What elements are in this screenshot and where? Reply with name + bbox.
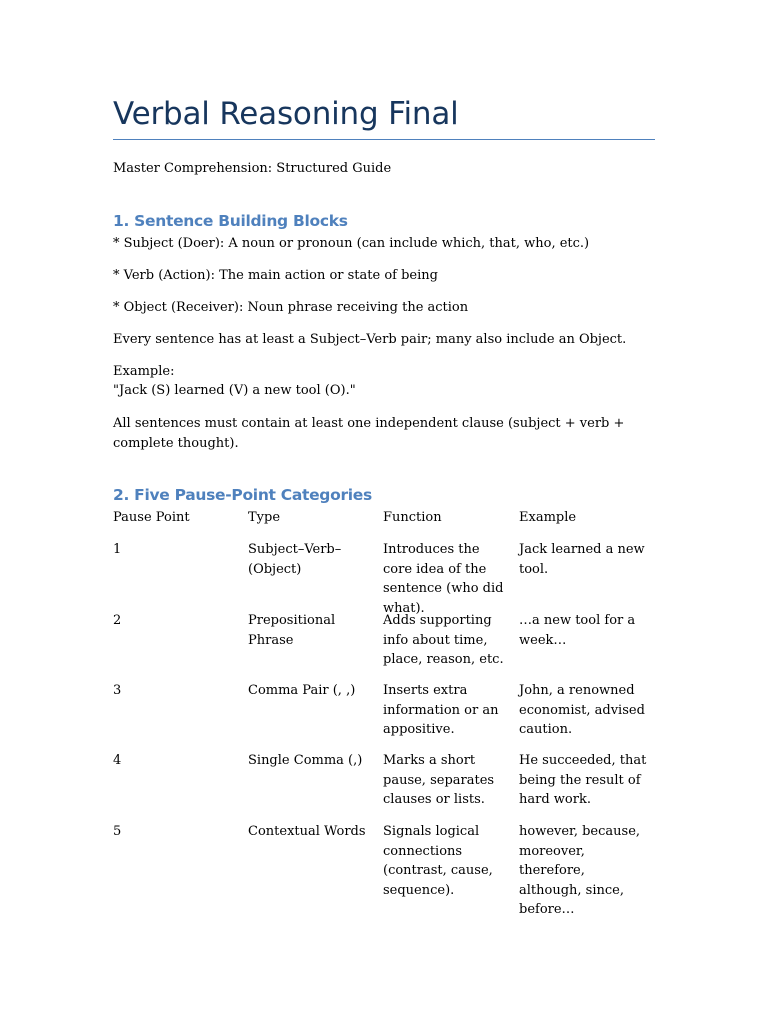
table-cell-type: Comma Pair (, ,) — [248, 683, 356, 698]
table-cell-pause-point: 3 — [113, 683, 122, 698]
example-label: Example: — [113, 364, 175, 379]
table-cell-function: Inserts extra information or an appositive. — [383, 683, 499, 737]
column-header-example: Example — [519, 510, 577, 525]
table-cell-type: Subject–Verb–(Object) — [248, 542, 342, 577]
table-cell-example: Jack learned a new tool. — [519, 542, 645, 577]
table-cell-example: …a new tool for a week… — [519, 613, 636, 648]
section-heading-sentence-building-blocks: 1. Sentence Building Blocks — [113, 212, 348, 230]
table-cell-pause-point: 2 — [113, 613, 122, 628]
bullet-subject: * Subject (Doer): A noun or pronoun (can include which, that, who, etc.) — [113, 236, 590, 251]
page-title: Verbal Reasoning Final — [113, 96, 459, 132]
table-cell-function: Marks a short pause, separates clauses or lists. — [383, 753, 495, 807]
document-subtitle: Master Comprehension: Structured Guide — [113, 161, 392, 176]
table-cell-function: Adds supporting info about time, place, reason, etc. — [383, 613, 504, 667]
independent-clause-note: All sentences must contain at least one independent clause (subject + verb + complete thought). — [113, 416, 625, 451]
example-sentence: "Jack (S) learned (V) a new tool (O)." — [113, 383, 356, 398]
title-divider — [113, 139, 655, 140]
column-header-function: Function — [383, 510, 442, 525]
table-cell-pause-point: 5 — [113, 824, 122, 839]
table-cell-function: Introduces the core idea of the sentence (who did what). — [383, 542, 504, 616]
table-cell-pause-point: 1 — [113, 542, 122, 557]
table-cell-pause-point: 4 — [113, 753, 122, 768]
subject-verb-pair-note: Every sentence has at least a Subject–Verb pair; many also include an Object. — [113, 332, 627, 347]
table-cell-example: John, a renowned economist, advised caution. — [519, 683, 645, 737]
table-cell-type: Contextual Words — [248, 824, 366, 839]
table-cell-type: Single Comma (,) — [248, 753, 363, 768]
table-cell-example: He succeeded, that being the result of hard work. — [519, 753, 647, 807]
table-cell-example: however, because, moreover, therefore, although, since, before… — [519, 824, 641, 917]
column-header-type: Type — [248, 510, 281, 525]
column-header-pause-point: Pause Point — [113, 510, 190, 525]
table-cell-function: Signals logical connections (contrast, cause, sequence). — [383, 824, 493, 898]
table-cell-type: Prepositional Phrase — [248, 613, 336, 648]
bullet-object: * Object (Receiver): Noun phrase receiving the action — [113, 300, 469, 315]
bullet-verb: * Verb (Action): The main action or state of being — [113, 268, 438, 283]
section-heading-pause-point-categories: 2. Five Pause-Point Categories — [113, 486, 372, 504]
